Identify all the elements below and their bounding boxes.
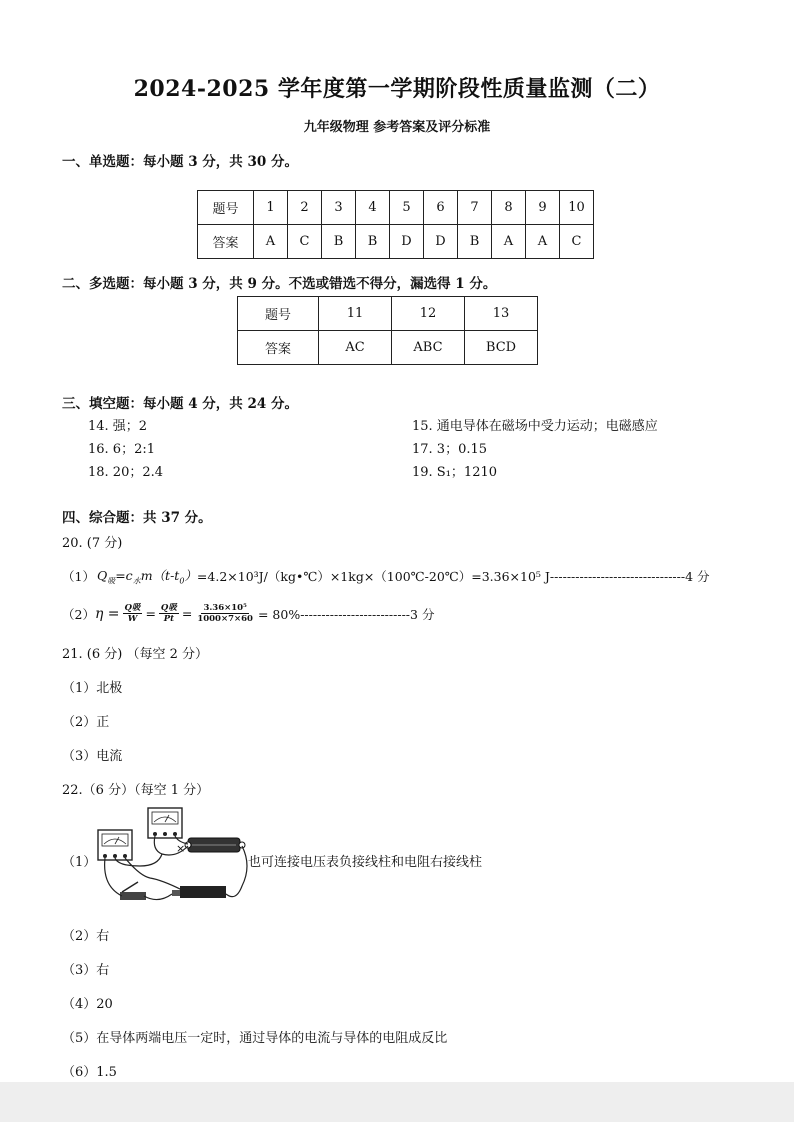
question-number-cell: 5 <box>390 191 424 225</box>
q22-part1-note: 也可连接电压表负接线柱和电阻右接线柱 <box>248 855 483 870</box>
ammeter-icon <box>98 830 132 860</box>
question-number-cell: 11 <box>319 297 392 331</box>
answer-q14: 14. 强；2 <box>88 419 148 434</box>
q22-part1-prefix: （1） <box>62 855 97 870</box>
answer-q18: 18. 20；2.4 <box>88 465 164 480</box>
answer-cell: A <box>254 225 288 259</box>
row-label-answer: 答案 <box>198 225 254 259</box>
table-row <box>198 225 594 259</box>
section3-heading: 三、填空题：每小题 4 分，共 24 分。 <box>62 396 298 412</box>
answer-q19: 19. S₁；1210 <box>412 465 498 480</box>
question-number-cell: 6 <box>424 191 458 225</box>
answer-cell: C <box>288 225 322 259</box>
q20-part2-tail: = 80%--------------------------3 分 <box>257 606 435 622</box>
answer-cell: B <box>322 225 356 259</box>
row-label-answer: 答案 <box>238 331 319 365</box>
q20-part2: （2） η = $\frac{\text{Q吸}}{W}$ = $\frac{\text{Q吸}}{Pt}$ = $\frac{\text{3.36×10⁵}}{1000\times 7\times 60}$ = 80%--------------------------3 分 <box>62 603 435 624</box>
q20-part1-formula: =4.2×10³J/（kg•℃）×1kg×（100℃-20℃）=3.36×10⁵ J--------------------------------4 分 <box>196 569 710 585</box>
table-row <box>198 191 594 225</box>
table-row <box>238 297 538 331</box>
efficiency-symbol: η = <box>94 605 120 622</box>
answer-cell: AC <box>319 331 392 365</box>
answer-cell: D <box>424 225 458 259</box>
q22-part4: （4）20 <box>62 997 113 1012</box>
q20-part1-prefix: （1） <box>62 569 95 585</box>
question-number-cell: 7 <box>458 191 492 225</box>
page-title: 2024-2025 学年度第一学期阶段性质量监测（二） <box>133 76 661 102</box>
switch-icon <box>120 882 146 900</box>
section1-heading: 一、单选题：每小题 3 分，共 30 分。 <box>62 154 298 170</box>
question-number-cell: 3 <box>322 191 356 225</box>
multi-choice-table <box>237 296 538 365</box>
answer-cell: BCD <box>465 331 538 365</box>
answer-cell: A <box>492 225 526 259</box>
answer-q15: 15. 通电导体在磁场中受力运动；电磁感应 <box>412 419 658 434</box>
answer-cell: C <box>560 225 594 259</box>
heat-formula-symbol: $Q_吸=c_水m(t-t_0)$ <box>96 568 197 586</box>
svg-text:×: × <box>176 842 186 855</box>
question-number-cell: 12 <box>392 297 465 331</box>
row-label-question: 题号 <box>198 191 254 225</box>
circuit-diagram <box>92 806 252 914</box>
page-subtitle: 九年级物理 参考答案及评分标准 <box>303 120 491 135</box>
q21-header: 21. (6 分) （每空 2 分） <box>62 647 209 662</box>
section2-heading: 二、多选题：每小题 3 分，共 9 分。不选或错选不得分，漏选得 1 分。 <box>62 276 497 292</box>
table-row <box>238 331 538 365</box>
answer-cell: ABC <box>392 331 465 365</box>
q20-header: 20. (7 分) <box>62 536 123 551</box>
question-number-cell: 13 <box>465 297 538 331</box>
question-number-cell: 8 <box>492 191 526 225</box>
question-number-cell: 10 <box>560 191 594 225</box>
answer-cell: B <box>458 225 492 259</box>
fraction-q-over-w: $\frac{\text{Q吸}}{W}$ <box>124 603 141 624</box>
row-label-question: 题号 <box>238 297 319 331</box>
q20-part1 <box>62 566 710 587</box>
answer-q16: 16. 6；2:1 <box>88 442 155 457</box>
q21-part1: （1）北极 <box>62 681 123 696</box>
question-number-cell: 4 <box>356 191 390 225</box>
resistor-icon <box>185 838 245 852</box>
q22-header: 22.（6 分）（每空 1 分） <box>62 783 210 798</box>
answer-q17: 17. 3；0.15 <box>412 442 488 457</box>
q20-part2-prefix: （2） <box>62 606 95 622</box>
voltmeter-icon <box>148 808 182 838</box>
question-number-cell: 1 <box>254 191 288 225</box>
q22-part2: （2）右 <box>62 929 110 944</box>
q22-part6: （6）1.5 <box>62 1065 117 1080</box>
answer-cell: A <box>526 225 560 259</box>
answer-cell: D <box>390 225 424 259</box>
q22-part5: （5）在导体两端电压一定时，通过导体的电流与导体的电阻成反比 <box>62 1031 448 1046</box>
question-number-cell: 2 <box>288 191 322 225</box>
fraction-q-over-pt: $\frac{\text{Q吸}}{Pt}$ <box>160 603 177 624</box>
q22-part3: （3）右 <box>62 963 110 978</box>
page-bottom-margin <box>0 1082 794 1122</box>
fraction-numeric: $\frac{\text{3.36×10⁵}}{1000\times 7\times 60}$ <box>197 603 253 624</box>
q21-part3: （3）电流 <box>62 749 123 764</box>
battery-icon <box>172 886 226 898</box>
question-number-cell: 9 <box>526 191 560 225</box>
answer-cell: B <box>356 225 390 259</box>
section4-heading: 四、综合题：共 37 分。 <box>62 510 212 526</box>
q21-part2: （2）正 <box>62 715 110 730</box>
single-choice-table <box>197 190 594 259</box>
